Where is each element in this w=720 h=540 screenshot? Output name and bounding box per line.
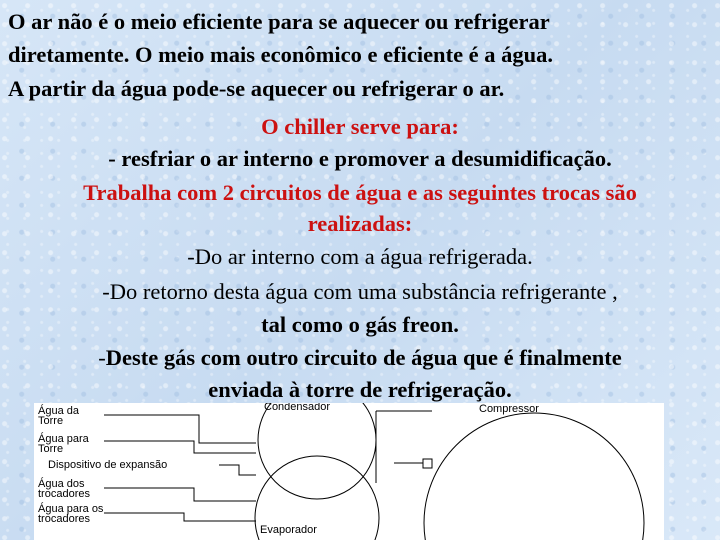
exchange-1 <box>0 244 720 270</box>
circuits-line-1: Trabalha com 2 circuitos de água e as seguintes trocas são <box>83 180 637 205</box>
chiller-heading: O chiller serve para: <box>261 114 459 139</box>
label-evaporador: Evaporador <box>260 524 317 536</box>
compressor-valve <box>423 459 432 468</box>
label-agua-para-trocadores: Água para os trocadores <box>38 503 104 525</box>
diagram-lines <box>34 403 664 540</box>
compressor-circle <box>424 413 644 540</box>
paragraph-line-2: diretamente. O meio mais econômico e eficiente é a água. <box>8 42 554 67</box>
bullet-resfriar: - resfriar o ar interno e promover a desumidificação. <box>108 146 612 171</box>
exchange-3-dash: - <box>98 345 106 370</box>
leader-agua-para-trocadores <box>104 513 256 521</box>
condenser-circle <box>258 403 376 499</box>
exchange-3-text: Deste gás com outro circuito de água que é finalmente <box>105 345 622 370</box>
label-agua-dos-trocadores: Água dos trocadores <box>38 478 90 500</box>
leader-agua-da-torre <box>104 415 256 443</box>
leader-dispositivo <box>219 465 256 475</box>
exchange-2-line-1 <box>0 279 720 305</box>
chiller-diagram <box>34 403 664 540</box>
exchange-3-line-1 <box>0 345 720 371</box>
exchange-1-text: -Do ar interno com a água refrigerada. <box>187 244 533 269</box>
label-compressor: Compressor <box>479 403 539 415</box>
exchange-2-line-2: tal como o gás freon. <box>261 312 459 337</box>
paragraph-line-3: A partir da água pode-se aquecer ou refrigerar o ar. <box>8 76 505 101</box>
label-agua-para-torre: Água para Torre <box>38 433 89 455</box>
leader-agua-dos-trocadores <box>104 488 256 501</box>
label-dispositivo-expansao: Dispositivo de expansão <box>48 459 168 471</box>
circuits-line-2: realizadas: <box>307 211 413 236</box>
label-agua-da-torre: Água da Torre <box>38 405 79 427</box>
exchange-2-text: -Do retorno desta água com uma substância refrigerante , <box>102 279 618 304</box>
paragraph-line-1: O ar não é o meio eficiente para se aquecer ou refrigerar <box>8 9 550 34</box>
label-condensador: Condensador <box>264 403 331 413</box>
exchange-3-line-2: enviada à torre de refrigeração. <box>208 377 512 402</box>
